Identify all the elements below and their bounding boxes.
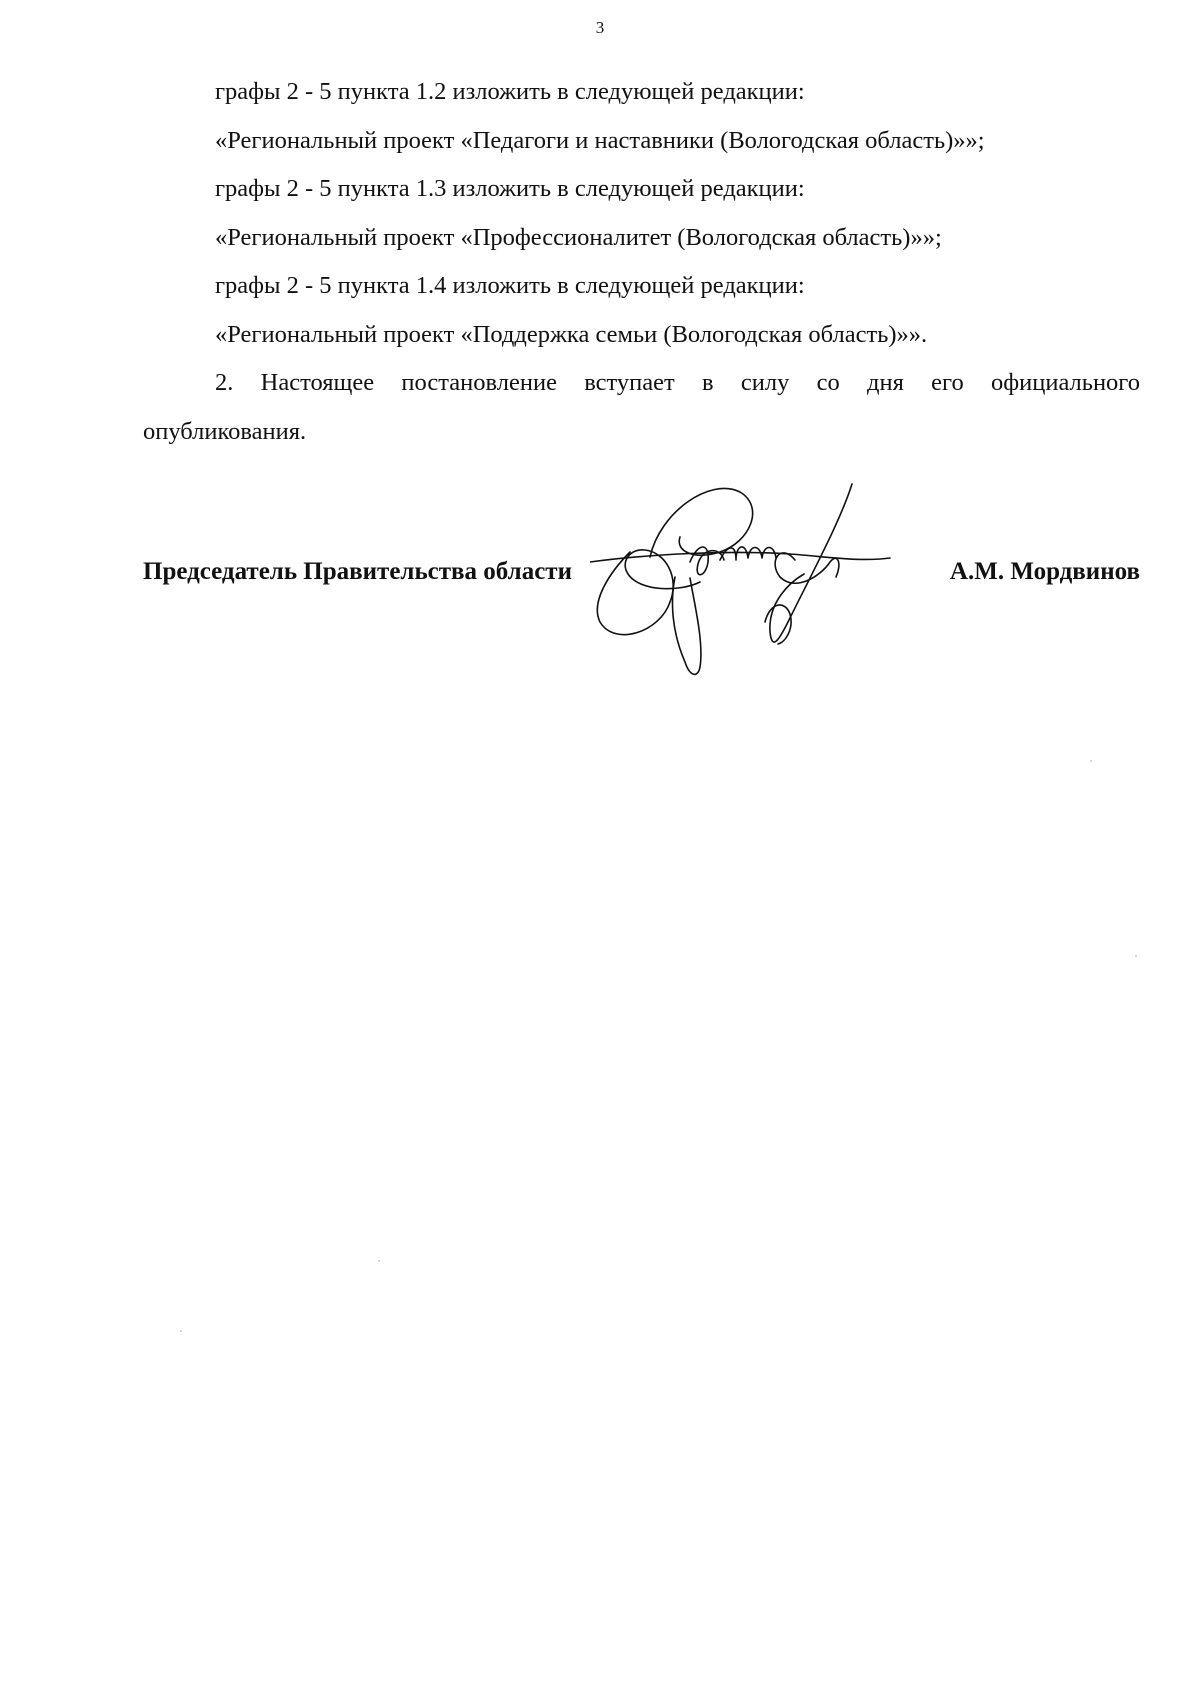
signatory-name: А.М. Мордвинов [949, 558, 1140, 585]
page-number: 3 [595, 18, 605, 37]
paragraph: «Региональный проект «Профессионалитет (Вологодская область)»»; [215, 223, 942, 251]
scan-speck [378, 1260, 380, 1262]
paragraph-effective-date: 2. Настоящее постановление вступает в силу со дня его официального опубликования. [143, 369, 1140, 445]
paragraph: графы 2 - 5 пункта 1.3 изложить в следующей редакции: [215, 175, 805, 202]
paragraph: «Региональный проект «Поддержка семьи (Вологодская область)»». [215, 320, 928, 348]
signatory-title: Председатель Правительства области [143, 558, 572, 585]
scan-speck [1090, 760, 1092, 762]
paragraph: «Региональный проект «Педагоги и наставники (Вологодская область)»»; [215, 126, 985, 154]
paragraph: графы 2 - 5 пункта 1.2 изложить в следующей редакции: [215, 78, 805, 105]
paragraph: графы 2 - 5 пункта 1.4 изложить в следующей редакции: [215, 272, 805, 299]
scan-speck [180, 1330, 182, 1332]
document-body [143, 68, 1140, 456]
scan-speck [1135, 955, 1137, 957]
handwritten-signature-icon [590, 482, 930, 682]
